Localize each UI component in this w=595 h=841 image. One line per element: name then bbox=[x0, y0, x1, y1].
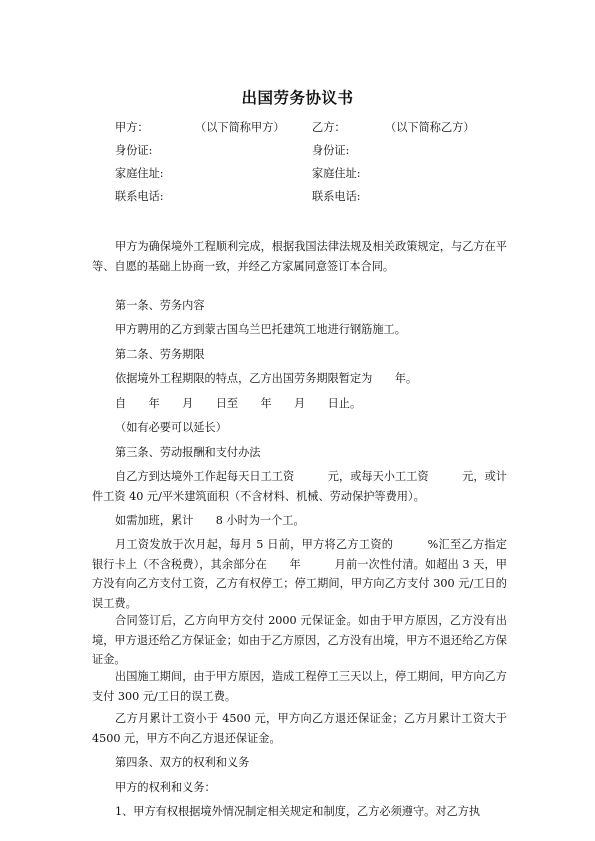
article-3-title: 第三条、劳动报酬和支付办法 bbox=[115, 446, 261, 459]
article-3-paragraph-3: 月工资发放于次月起，每月 5 日前，甲方将乙方工资的 %汇至乙方指定银行卡上（不含税费），其余部分在 年 月前一次性付清。如超出 3 天，甲方没有向乙方支付工资，乙方有权停工；停工期间，甲方向乙方支付 300 元/工日的误工费。 bbox=[92, 538, 507, 610]
party-b-phone: 联系电话: bbox=[312, 190, 361, 203]
article-4-item-1: 1、甲方有权根据境外情况制定相关规定和制度，乙方必须遵守。对乙方执 bbox=[115, 805, 481, 818]
party-a-phone: 联系电话: bbox=[115, 190, 164, 203]
party-a-label: 甲方： bbox=[115, 121, 149, 134]
article-2-title: 第二条、劳务期限 bbox=[115, 348, 205, 361]
article-3-paragraph-5: 出国施工期间，由于甲方原因，造成工程停工三天以上，停工期间，甲方向乙方支付 300 元/工日的误工费。 bbox=[92, 670, 507, 703]
article-3-paragraph-2: 如需加班，累计 8 小时为一个工。 bbox=[115, 514, 305, 527]
article-4-title: 第四条、双方的权利和义务 bbox=[115, 756, 250, 769]
intro-paragraph: 甲方为确保境外工程顺利完成，根据我国法律法规及相关政策规定，与乙方在平等、自愿的基础上协商一致，并经乙方家属同意签订本合同。 bbox=[92, 240, 507, 273]
document-title: 出国劳务协议书 bbox=[241, 89, 354, 107]
party-b-label: 乙方： bbox=[312, 121, 346, 134]
article-2-text: 依据境外工程期限的特点，乙方出国劳务期限暂定为 年。 bbox=[115, 372, 418, 385]
article-4-subtitle: 甲方的权利和义务： bbox=[115, 781, 216, 794]
article-1-text: 甲方聘用的乙方到蒙古国乌兰巴托建筑工地进行钢筋施工。 bbox=[115, 323, 406, 336]
article-3-paragraph-4: 合同签订后，乙方向甲方交付 2000 元保证金。如由于甲方原因，乙方没有出境，甲方退还给乙方保证金；如由于乙方原因，乙方没有出境，甲方不退还给乙方保证金。 bbox=[92, 614, 507, 666]
article-2-dates: 自 年 月 日至 年 月 日止。 bbox=[115, 397, 362, 410]
party-a-address: 家庭住址: bbox=[115, 167, 164, 180]
article-3-paragraph-1: 自乙方到达境外工作起每天日工工资 元，或每天小工工资 元，或计件工资 40 元/平米建筑面积（不含材料、机械、劳动保护等费用）。 bbox=[92, 470, 507, 503]
article-3-paragraph-6: 乙方月累计工资小于 4500 元，甲方向乙方退还保证金；乙方月累计工资大于 4500 元，甲方不向乙方退还保证金。 bbox=[92, 712, 507, 745]
party-a-id: 身份证: bbox=[115, 144, 153, 157]
article-2-note: （如有必要可以延长） bbox=[115, 421, 227, 434]
party-b-note: （以下简称乙方） bbox=[385, 121, 475, 134]
party-b-id: 身份证: bbox=[312, 144, 350, 157]
article-1-title: 第一条、劳务内容 bbox=[115, 299, 205, 312]
party-b-address: 家庭住址: bbox=[312, 167, 361, 180]
party-a-note: （以下简称甲方） bbox=[195, 121, 285, 134]
